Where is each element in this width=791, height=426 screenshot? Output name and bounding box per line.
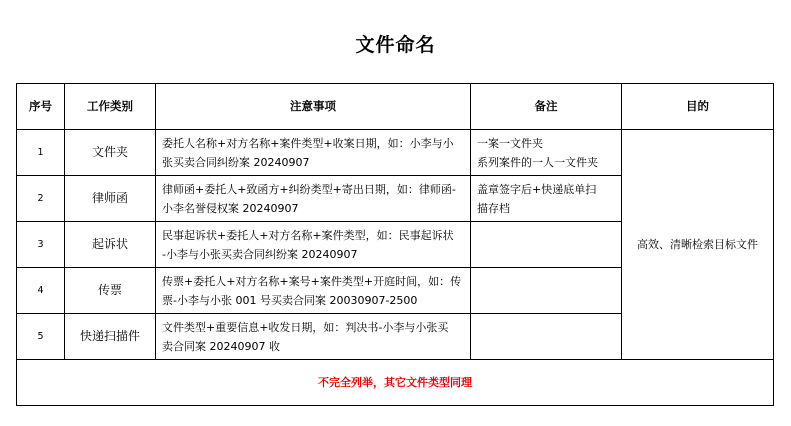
note-line: 文件类型+重要信息+收发日期，如：判决书-小李与小张买 <box>162 320 449 334</box>
note-line: 张买卖合同纠纷案 20240907 <box>162 155 310 169</box>
remark-line: 系列案件的一人一文件夹 <box>477 155 598 169</box>
row-category: 文件夹 <box>65 130 156 176</box>
remark-line: 一案一文件夹 <box>477 136 543 150</box>
row-num: 1 <box>17 130 65 176</box>
row-remark <box>471 268 622 314</box>
table-row <box>17 130 774 176</box>
row-category: 起诉状 <box>65 222 156 268</box>
row-note <box>156 268 471 314</box>
note-line: 委托人名称+对方名称+案件类型+收案日期，如：小李与小 <box>162 136 454 150</box>
row-category: 传票 <box>65 268 156 314</box>
header-notes: 注意事项 <box>156 84 471 130</box>
header-purpose: 目的 <box>622 84 774 130</box>
remark-line: 盖章签字后+快递底单扫 <box>477 182 597 196</box>
header-category: 工作类别 <box>65 84 156 130</box>
row-remark <box>471 176 622 222</box>
row-category: 律师函 <box>65 176 156 222</box>
row-category: 快递扫描件 <box>65 314 156 360</box>
file-naming-table <box>16 83 774 406</box>
row-remark <box>471 222 622 268</box>
row-note <box>156 176 471 222</box>
purpose-cell: 高效、清晰检索目标文件 <box>622 130 774 360</box>
footer-note: 不完全列举，其它文件类型同理 <box>17 360 774 406</box>
note-line: 传票+委托人+对方名称+案号+案件类型+开庭时间，如：传 <box>162 274 462 288</box>
page-title: 文件命名 <box>355 34 436 56</box>
row-note <box>156 314 471 360</box>
header-num: 序号 <box>17 84 65 130</box>
note-line: 票-小李与小张 001 号买卖合同案 20030907-2500 <box>162 293 418 307</box>
row-num: 4 <box>17 268 65 314</box>
row-note <box>156 130 471 176</box>
table-header-row <box>17 84 774 130</box>
note-line: -小李与小张买卖合同纠纷案 20240907 <box>162 247 358 261</box>
row-remark <box>471 314 622 360</box>
table-footer-row <box>17 360 774 406</box>
row-num: 3 <box>17 222 65 268</box>
note-line: 卖合同案 20240907 收 <box>162 339 280 353</box>
note-line: 小李名誉侵权案 20240907 <box>162 201 299 215</box>
row-note <box>156 222 471 268</box>
note-line: 民事起诉状+委托人+对方名称+案件类型，如：民事起诉状 <box>162 228 454 242</box>
note-line: 律师函+委托人+致函方+纠纷类型+寄出日期，如：律师函- <box>162 182 456 196</box>
row-remark <box>471 130 622 176</box>
row-num: 2 <box>17 176 65 222</box>
row-num: 5 <box>17 314 65 360</box>
header-remarks: 备注 <box>471 84 622 130</box>
remark-line: 描存档 <box>477 201 510 215</box>
